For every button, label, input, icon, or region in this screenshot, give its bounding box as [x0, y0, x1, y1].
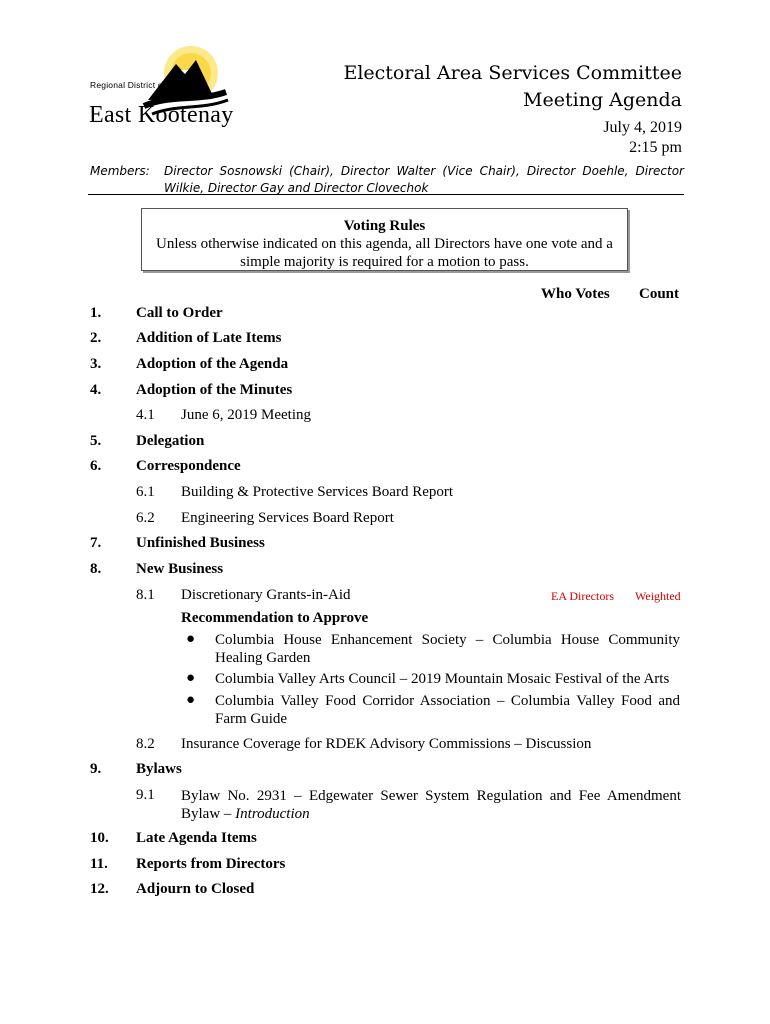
logo-name-text: East Kootenay	[89, 102, 234, 128]
members-label: Members:	[90, 164, 150, 178]
item-title: Unfinished Business	[136, 535, 265, 551]
subitem-title: Building & Protective Services Board Report	[181, 484, 454, 500]
subitem-title: Discretionary Grants-in-Aid	[181, 587, 351, 603]
bylaw-stage: Introduction	[235, 806, 310, 822]
subitem-number: 8.2	[136, 736, 155, 752]
subitem-title: Insurance Coverage for RDEK Advisory Commissions – Discussion	[181, 736, 592, 752]
item-number: 2.	[90, 330, 102, 346]
recommendation-bullet	[215, 692, 680, 728]
subitem-title: June 6, 2019 Meeting	[181, 407, 311, 423]
meeting-datetime	[603, 118, 682, 158]
column-header-count: Count	[639, 286, 680, 302]
bullet-line: Farm Guide	[215, 711, 288, 727]
meeting-time: 2:15 pm	[629, 139, 682, 156]
voting-rules-line-2: simple majority is required for a motion to pass.	[240, 254, 529, 270]
subitem-number: 6.2	[136, 510, 155, 526]
bylaw-title-line-2	[181, 805, 681, 823]
subitem-number: 6.1	[136, 484, 155, 500]
recommendation-bullet	[215, 631, 680, 667]
bullet-icon: ●	[186, 670, 196, 686]
item-title: Adoption of the Minutes	[136, 382, 293, 398]
header-divider	[88, 194, 684, 195]
item-number: 7.	[90, 535, 102, 551]
subitem-title: Engineering Services Board Report	[181, 510, 394, 526]
item-title: Late Agenda Items	[136, 830, 257, 846]
members-list: Director Sosnowski (Chair), Director Walter (Vice Chair), Director Doehle, Director Wilkie, Director Gay and Director Clovechok	[164, 164, 684, 195]
count-value: Weighted	[635, 589, 681, 603]
item-title: Correspondence	[136, 458, 241, 474]
subitem-number: 4.1	[136, 407, 155, 423]
item-title: Adjourn to Closed	[136, 881, 255, 897]
item-title: Reports from Directors	[136, 856, 286, 872]
bullet-line: Columbia Valley Arts Council – 2019 Mountain Mosaic Festival of the Arts	[215, 671, 670, 687]
column-header-who-votes: Who Votes	[541, 286, 610, 302]
subitem-title	[181, 787, 681, 823]
item-title: Call to Order	[136, 305, 223, 321]
recommendation-title: Recommendation to Approve	[181, 610, 369, 626]
recommendation-bullet	[215, 670, 680, 688]
item-title: Delegation	[136, 433, 205, 449]
subitem-number: 9.1	[136, 787, 155, 803]
title-line-1: Electoral Area Services Committee	[343, 62, 682, 84]
item-title: Addition of Late Items	[136, 330, 282, 346]
item-title: Bylaws	[136, 761, 182, 777]
bullet-line: Columbia Valley Food Corridor Association – Columbia Valley Food and	[215, 693, 680, 709]
item-number: 8.	[90, 561, 102, 577]
meeting-date: July 4, 2019	[603, 119, 682, 136]
item-title: Adoption of the Agenda	[136, 356, 289, 372]
item-number: 4.	[90, 382, 102, 398]
bullet-line: Healing Garden	[215, 650, 311, 666]
item-number: 1.	[90, 305, 102, 321]
rdek-logo	[86, 40, 236, 132]
bullet-icon: ●	[186, 631, 196, 647]
item-title: New Business	[136, 561, 224, 577]
item-number: 11.	[90, 856, 108, 872]
title-line-2: Meeting Agenda	[523, 89, 682, 111]
who-votes-value: EA Directors	[551, 589, 614, 603]
item-number: 10.	[90, 830, 109, 846]
bullet-line: Columbia House Enhancement Society – Columbia House Community	[215, 632, 680, 648]
voting-rules-line-1: Unless otherwise indicated on this agenda, all Directors have one vote and a	[156, 236, 613, 252]
bylaw-title-plain: Bylaw –	[181, 806, 236, 822]
bylaw-title-line: Bylaw No. 2931 – Edgewater Sewer System Regulation and Fee Amendment	[181, 788, 681, 804]
item-number: 12.	[90, 881, 109, 897]
voting-rules-title: Voting Rules	[343, 218, 426, 234]
document-title	[343, 60, 682, 114]
subitem-number: 8.1	[136, 587, 155, 603]
item-number: 5.	[90, 433, 102, 449]
bullet-icon: ●	[186, 692, 196, 708]
voting-rules-box	[141, 208, 628, 271]
logo-small-text: Regional District of	[90, 80, 166, 90]
item-number: 3.	[90, 356, 102, 372]
item-number: 9.	[90, 761, 102, 777]
item-number: 6.	[90, 458, 102, 474]
